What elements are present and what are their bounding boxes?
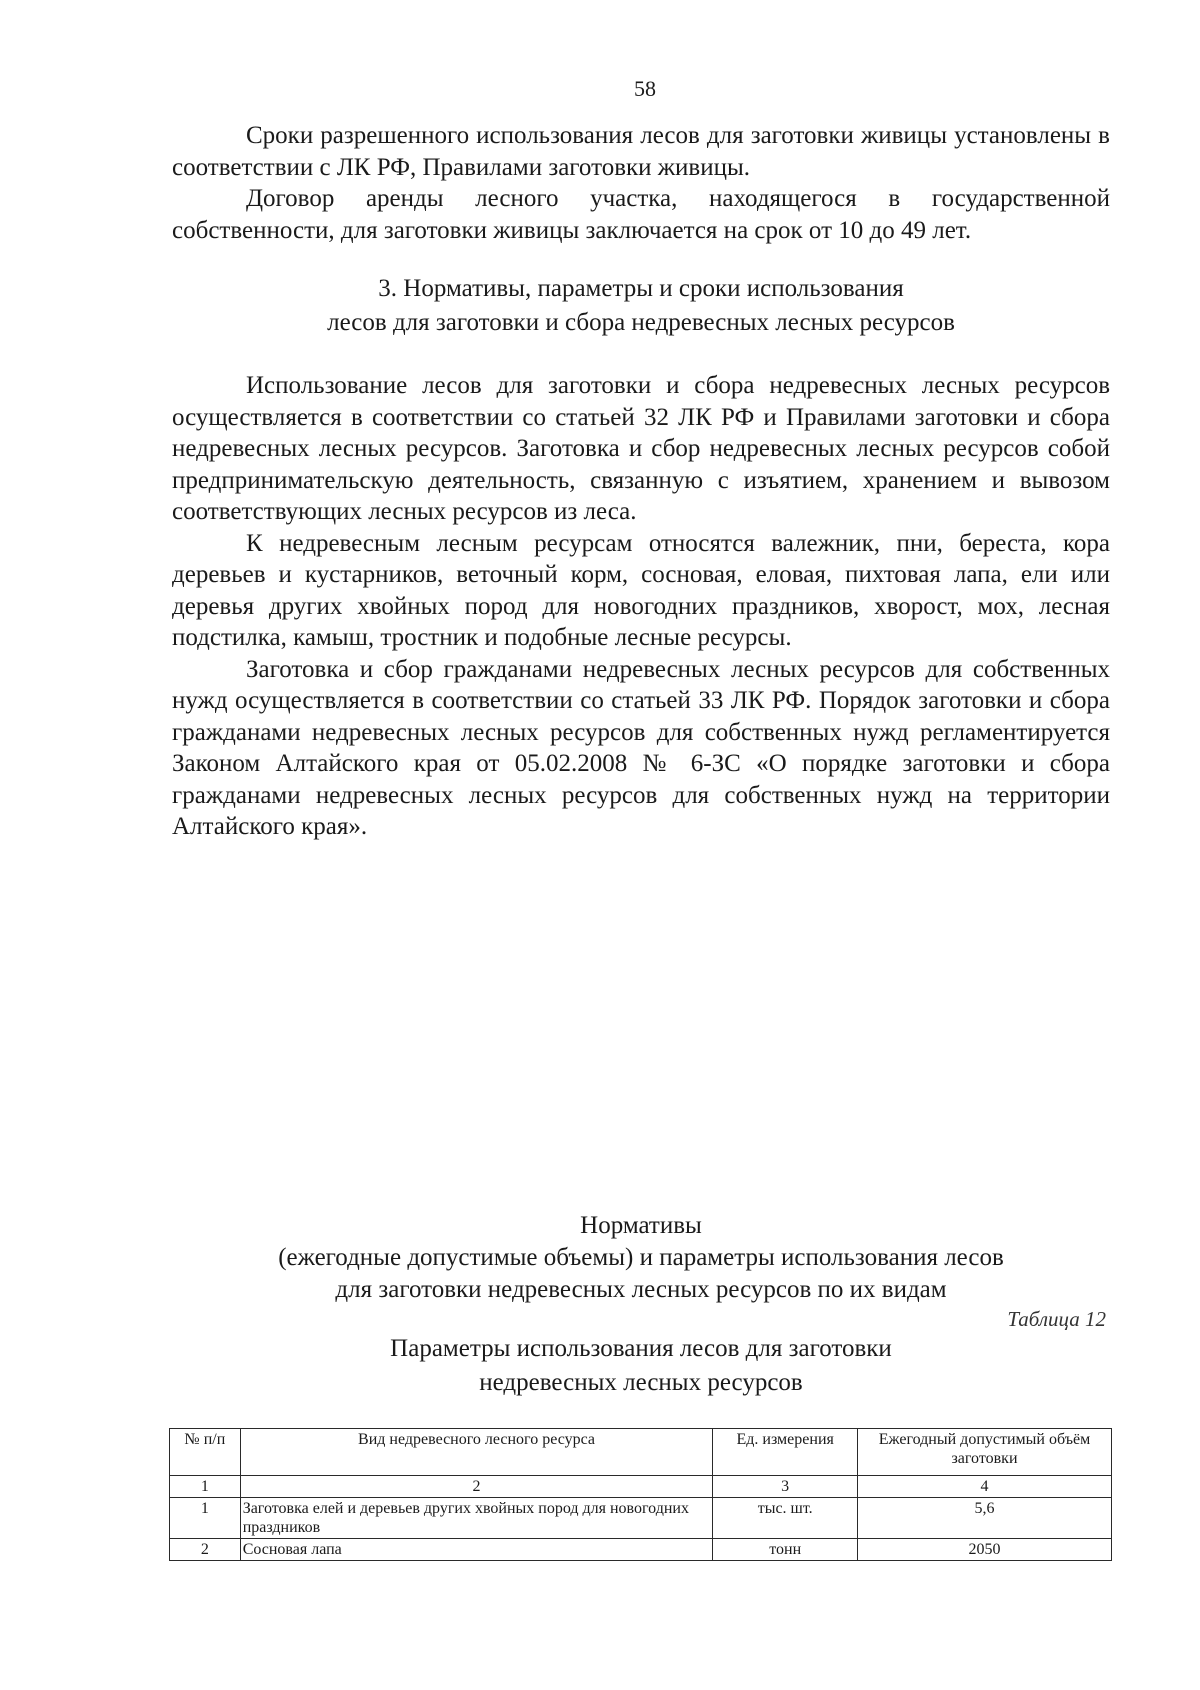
non-timber-resources-text (172, 370, 1110, 843)
table-index-row (170, 1476, 1112, 1498)
index-cell: 4 (857, 1476, 1111, 1498)
paragraph: Сроки разрешенного использования лесов для заготовки живицы установлены в соответствии с ЛК РФ, Правилами заготовки живицы. (172, 122, 1110, 181)
header-num: № п/п (170, 1429, 241, 1476)
header-volume: Ежегодный допустимый объём заготовки (857, 1429, 1111, 1476)
norms-title-line: Нормативы (580, 1212, 702, 1239)
row-name: Заготовка елей и деревьев других хвойных пород для новогодних праздников (240, 1498, 713, 1539)
table-number: Таблица 12 (1007, 1307, 1106, 1331)
page-number: 58 (634, 76, 656, 101)
row-unit: тыс. шт. (713, 1498, 858, 1539)
section-heading (172, 272, 1110, 340)
section-heading-line: лесов для заготовки и сбора недревесных лесных ресурсов (327, 309, 955, 336)
header-name: Вид недревесного лесного ресурса (240, 1429, 713, 1476)
resin-terms-text (172, 120, 1110, 246)
resources-table (169, 1428, 1112, 1561)
table-title (172, 1332, 1110, 1400)
norms-title-line: (ежегодные допустимые объемы) и параметры использования лесов (278, 1244, 1004, 1271)
index-cell: 3 (713, 1476, 858, 1498)
row-unit: тонн (713, 1539, 858, 1561)
row-name: Сосновая лапа (240, 1539, 713, 1561)
paragraph: Заготовка и сбор гражданами недревесных лесных ресурсов для собственных нужд осуществляется в соответствии со статьей 33 ЛК РФ. Порядок заготовки и сбора гражданами недревесных лесных ресурсов для собственных нужд регламентируется Законом Алтайского края от 05.02.2008 № 6-ЗС «О порядке заготовки и сбора гражданами недревесных лесных ресурсов для собственных нужд на территории Алтайского края». (172, 655, 1110, 840)
row-num: 1 (170, 1498, 241, 1539)
norms-title (172, 1210, 1110, 1306)
table-row (170, 1498, 1112, 1539)
table-header-row (170, 1429, 1112, 1476)
table-row (170, 1539, 1112, 1561)
row-volume: 2050 (857, 1539, 1111, 1561)
paragraph: Использование лесов для заготовки и сбора недревесных лесных ресурсов осуществляется в соответствии со статьей 32 ЛК РФ и Правилами заготовки и сбора недревесных лесных ресурсов. Заготовка и сбор недревесных лесных ресурсов собой предпринимательскую деятельность, связанную с изъятием, хранением и вывозом соответствующих лесных ресурсов из леса. (172, 372, 1110, 525)
header-unit: Ед. измерения (713, 1429, 858, 1476)
row-num: 2 (170, 1539, 241, 1561)
index-cell: 2 (240, 1476, 713, 1498)
paragraph: Договор аренды лесного участка, находящегося в государственной собственности, для заготовки живицы заключается на срок от 10 до 49 лет. (172, 185, 1110, 244)
index-cell: 1 (170, 1476, 241, 1498)
section-heading-line: 3. Нормативы, параметры и сроки использования (378, 275, 904, 302)
table-title-line: недревесных лесных ресурсов (479, 1369, 803, 1396)
table-title-line: Параметры использования лесов для заготовки (390, 1335, 892, 1362)
paragraph: К недревесным лесным ресурсам относятся валежник, пни, береста, кора деревьев и кустарников, веточный корм, сосновая, еловая, пихтовая лапа, ели или деревья других хвойных пород для новогодних праздников, хворост, мох, лесная подстилка, камыш, тростник и подобные лесные ресурсы. (172, 529, 1110, 651)
row-volume: 5,6 (857, 1498, 1111, 1539)
norms-title-line: для заготовки недревесных лесных ресурсов по их видам (335, 1276, 947, 1303)
